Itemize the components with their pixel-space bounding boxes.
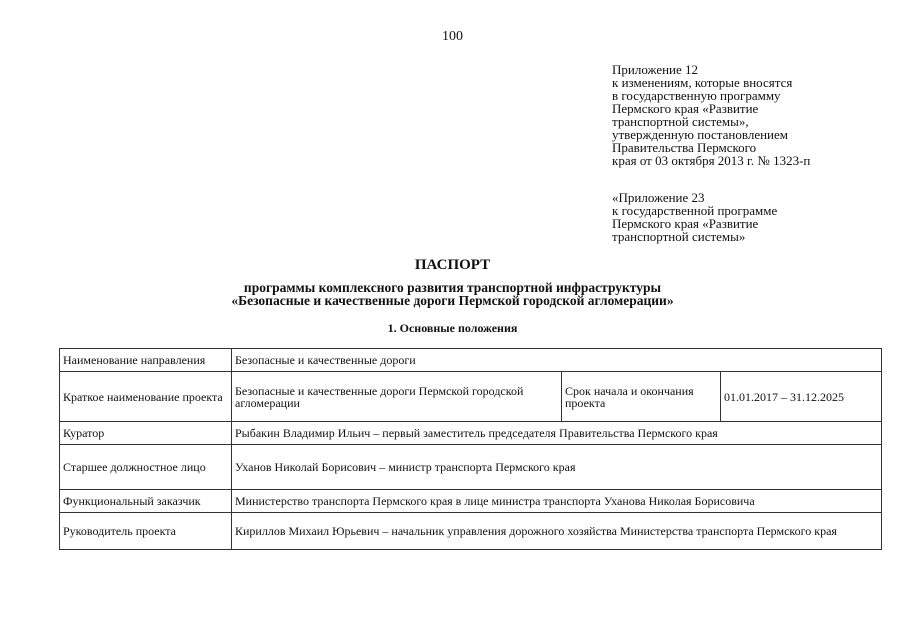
direction-value: Безопасные и качественные дороги (232, 349, 882, 372)
page-number: 100 (442, 29, 463, 44)
annex-changes-line: края от 03 октября 2013 г. № 1323-п (612, 153, 811, 168)
short-name-label: Краткое наименование проекта (60, 372, 232, 422)
senior-official-label: Старшее должностное лицо (60, 445, 232, 490)
section-title: 1. Основные положения (387, 321, 518, 335)
annex-program-line: Пермского края «Развитие (612, 216, 759, 231)
functional-customer-value: Министерство транспорта Пермского края в лице министра транспорта Уханова Николая Борисовича (232, 490, 882, 513)
annex-program-line: «Приложение 23 (612, 190, 705, 205)
passport-table (59, 348, 882, 550)
direction-label: Наименование направления (60, 349, 232, 372)
annex-changes-line: Приложение 12 (612, 62, 699, 77)
annex-changes-line: утвержденную постановлением (612, 127, 789, 142)
table-row (60, 513, 882, 550)
term-value: 01.01.2017 – 31.12.2025 (721, 372, 882, 422)
table-row (60, 349, 882, 372)
annex-program-line: транспортной системы» (612, 229, 746, 244)
functional-customer-label: Функциональный заказчик (60, 490, 232, 513)
table-row (60, 372, 882, 422)
annex-changes-line: в государственную программу (612, 88, 781, 103)
project-manager-label: Руководитель проекта (60, 513, 232, 550)
annex-changes-line: к изменениям, которые вносятся (612, 75, 793, 90)
term-label: Срок начала и окончания проекта (562, 372, 721, 422)
short-name-value: Безопасные и качественные дороги Пермской городской агломерации (232, 372, 562, 422)
table-row (60, 422, 882, 445)
document-subtitle-line-2: «Безопасные и качественные дороги Пермской городской агломерации» (231, 293, 674, 308)
annex-changes-line: Пермского края «Развитие (612, 101, 759, 116)
document-title: ПАСПОРТ (414, 257, 491, 273)
annex-changes-line: транспортной системы», (612, 114, 749, 129)
annex-changes-block (612, 63, 810, 167)
table-row (60, 490, 882, 513)
annex-changes-line: Правительства Пермского (612, 140, 757, 155)
curator-label: Куратор (60, 422, 232, 445)
project-manager-value: Кириллов Михаил Юрьевич – начальник управления дорожного хозяйства Министерства транспорта Пермского края (232, 513, 882, 550)
annex-program-block (612, 191, 777, 243)
table-row (60, 445, 882, 490)
annex-program-line: к государственной программе (612, 203, 778, 218)
senior-official-value: Уханов Николай Борисович – министр транспорта Пермского края (232, 445, 882, 490)
curator-value: Рыбакин Владимир Ильич – первый заместитель председателя Правительства Пермского края (232, 422, 882, 445)
document-subtitle-line-1: программы комплексного развития транспортной инфраструктуры (243, 280, 662, 295)
